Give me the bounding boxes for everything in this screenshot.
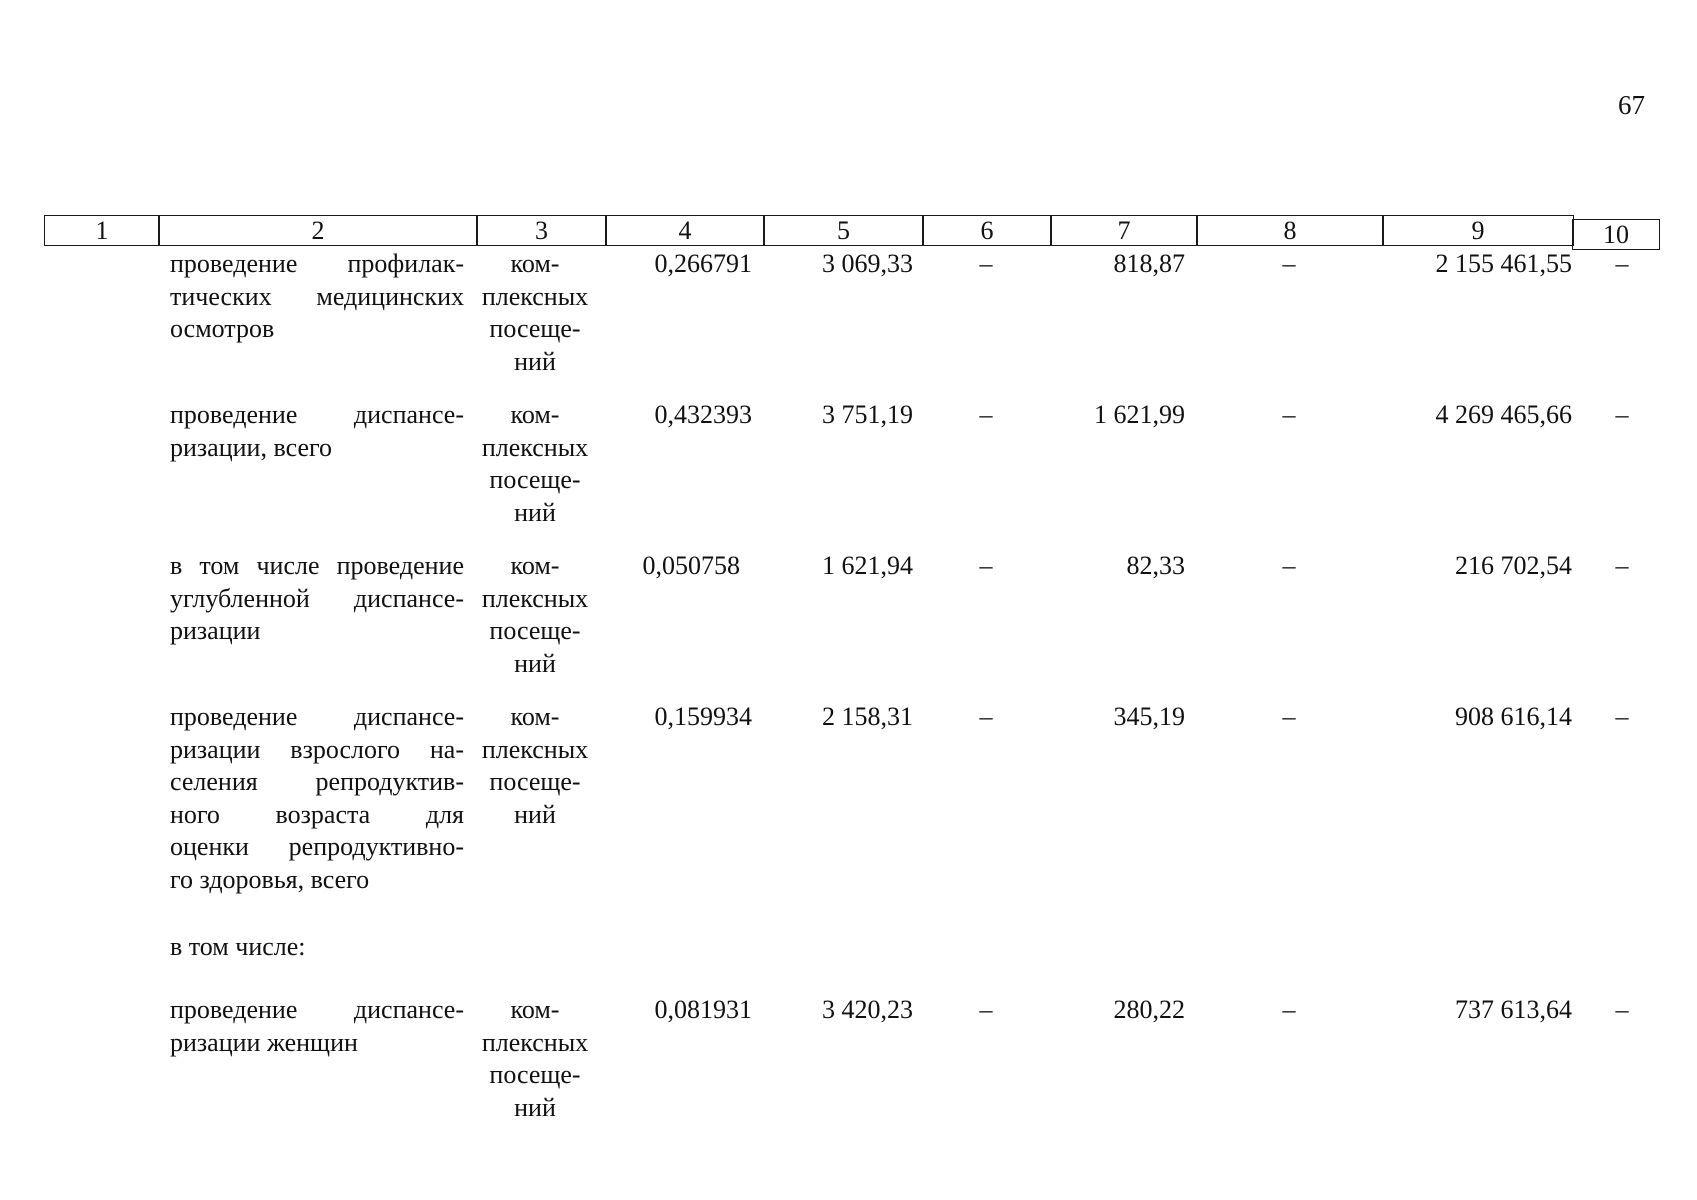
cell-col5: 2 158,31 <box>822 702 913 731</box>
row-unit-line: ком- <box>510 995 560 1024</box>
cell-col8: – <box>1282 995 1296 1024</box>
header-cell-1: 1 <box>44 215 160 246</box>
cell-col10: – <box>1615 249 1629 278</box>
cell-col9: 2 155 461,55 <box>1435 249 1572 278</box>
cell-col10: – <box>1615 551 1629 580</box>
cell-col4: 0,432393 <box>654 400 752 429</box>
header-cell-4: 4 <box>605 215 765 246</box>
cell-col6: – <box>979 702 993 731</box>
row-unit-line: посеще- <box>489 465 581 495</box>
row-name-line: тических медицинских <box>170 281 464 311</box>
row-unit-line: ком- <box>510 702 560 731</box>
cell-col9: 908 616,14 <box>1455 702 1572 731</box>
cell-col5: 3 751,19 <box>822 400 913 429</box>
cell-col9: 216 702,54 <box>1455 551 1572 580</box>
row-name-line: проведение профилак- <box>170 249 464 278</box>
header-cell-3: 3 <box>476 215 607 246</box>
row-unit <box>471 550 599 680</box>
row-name <box>170 701 464 897</box>
cell-col10: – <box>1615 702 1629 731</box>
cell-col6: – <box>979 249 993 278</box>
cell-col5: 3 069,33 <box>822 249 913 278</box>
cell-col6: – <box>979 551 993 580</box>
row-name-line: ризации женщин <box>170 1027 358 1057</box>
row-name-line: го здоровья, всего <box>170 864 370 894</box>
row-unit-line: посеще- <box>489 767 581 797</box>
header-cell-5: 5 <box>763 215 924 246</box>
row-unit-line: ний <box>514 799 556 829</box>
row-name-line: ризации взрослого на- <box>170 734 464 764</box>
row-name-line: осмотров <box>170 314 275 344</box>
cell-col8: – <box>1282 249 1296 278</box>
cell-col8: – <box>1282 400 1296 429</box>
row-name-line: ного возраста для <box>170 799 464 829</box>
header-cell-2: 2 <box>158 215 478 246</box>
cell-col9: 4 269 465,66 <box>1435 400 1572 429</box>
cell-col5: 3 420,23 <box>822 995 913 1024</box>
row-unit-line: посеще- <box>489 314 581 344</box>
row-unit-line: ком- <box>510 551 560 580</box>
row-name <box>170 994 464 1059</box>
row-unit-line: ний <box>514 1092 556 1122</box>
cell-col7: 280,22 <box>1113 995 1185 1024</box>
cell-col10: – <box>1615 995 1629 1024</box>
row-unit-line: посеще- <box>489 1060 581 1090</box>
row-name-line: проведение диспансе- <box>170 400 464 429</box>
row-unit <box>471 701 599 831</box>
row-unit-line: плексных <box>481 281 589 311</box>
row-unit-line: плексных <box>481 734 589 764</box>
subheading-in-that-number: в том числе: <box>170 932 306 961</box>
row-name-line: проведение диспансе- <box>170 702 464 731</box>
row-name-line: селения репродуктив- <box>170 767 464 797</box>
row-unit-line: ний <box>514 346 556 376</box>
cell-col8: – <box>1282 551 1296 580</box>
cell-col7: 818,87 <box>1113 249 1185 278</box>
cell-col8: – <box>1282 702 1296 731</box>
cell-col5: 1 621,94 <box>822 551 913 580</box>
cell-col7: 1 621,99 <box>1094 400 1185 429</box>
row-unit-line: ком- <box>510 400 560 429</box>
header-cell-8: 8 <box>1196 215 1384 246</box>
row-name-line: ризации, всего <box>170 432 333 462</box>
cell-col4: 0,081931 <box>654 995 752 1024</box>
header-cell-9: 9 <box>1382 215 1574 246</box>
row-name-line: оценки репродуктивно- <box>170 832 464 862</box>
row-unit-line: ком- <box>510 249 560 278</box>
cell-col7: 82,33 <box>1126 551 1185 580</box>
cell-col6: – <box>979 400 993 429</box>
header-cell-6: 6 <box>922 215 1052 246</box>
cell-col6: – <box>979 995 993 1024</box>
cell-col4: 0,050758 <box>642 551 740 580</box>
cell-col4: 0,159934 <box>654 702 752 731</box>
row-unit-line: ний <box>514 648 556 678</box>
page-number: 67 <box>1618 90 1645 120</box>
cell-col9: 737 613,64 <box>1455 995 1572 1024</box>
row-name <box>170 248 464 346</box>
row-name-line: ризации <box>170 616 261 646</box>
cell-col10: – <box>1615 400 1629 429</box>
cell-col4: 0,266791 <box>654 249 752 278</box>
row-name-line: углубленной диспансе- <box>170 583 464 613</box>
header-cell-7: 7 <box>1050 215 1198 246</box>
row-unit-line: плексных <box>481 1027 589 1057</box>
row-unit-line: посеще- <box>489 616 581 646</box>
header-cell-10: 10 <box>1572 219 1660 250</box>
row-name <box>170 399 464 464</box>
row-unit-line: плексных <box>481 432 589 462</box>
row-name-line: проведение диспансе- <box>170 995 464 1024</box>
row-unit <box>471 994 599 1124</box>
row-unit-line: ний <box>514 497 556 527</box>
row-unit <box>471 399 599 529</box>
row-name <box>170 550 464 648</box>
row-name-line: в том числе проведение <box>170 551 464 580</box>
row-unit-line: плексных <box>481 583 589 613</box>
row-unit <box>471 248 599 378</box>
cell-col7: 345,19 <box>1113 702 1185 731</box>
